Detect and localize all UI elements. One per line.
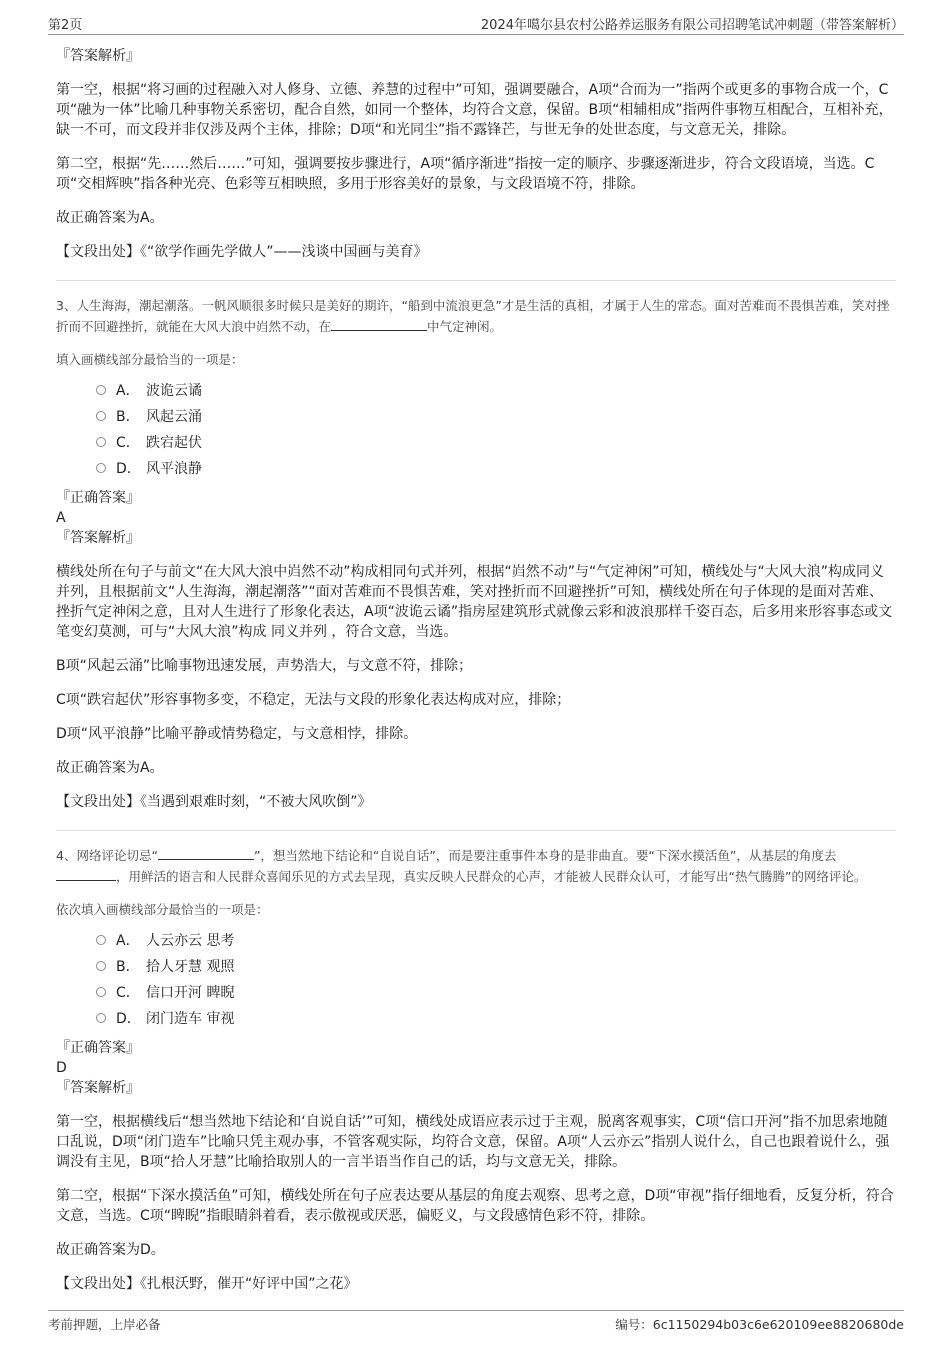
answer-blank [56,866,116,881]
correct-answer-label: 『正确答案』 [56,1040,140,1056]
source-citation: 【文段出处】《扎根沃野，催开“好评中国”之花》 [56,1276,358,1292]
answer-blank [331,316,427,331]
analysis-paragraph: C项“跌宕起伏”形容事物多变，不稳定，无法与文段的形象化表达构成对应，排除； [56,692,571,708]
question-stem [56,845,896,887]
radio-icon[interactable] [96,385,106,395]
option-b[interactable]: B． 风起云涌 [96,404,896,430]
option-a[interactable]: A． 人云亦云 思考 [96,928,896,954]
correct-answer: D [56,1060,67,1076]
source-citation: 【文段出处】《当遇到艰难时刻，“不被大风吹倒”》 [56,794,372,810]
analysis-paragraph: 第一空，根据横线后“想当然地下结论和‘自说自话’”可知，横线处成语应表示过于主观，脱离客观事实，C项“信口开河”指不加思索地随口乱说，D项“闭门造车”比喻只凭主观办事，不管客观实际，均符合文意，保留。A项“人云亦云”指别人说什么，自己也跟着说什么，强调没有主见，B项“拾人牙慧”比喻拾取别人的一言半语当作自己的话，均与文意无关，排除。 [56,1114,890,1170]
question-text: 4、网络评论切忌“ [56,848,158,863]
question-text: ”，想当然地下结论和“自说自话”，而是要注重事件本身的是非曲直。要“下深水摸活鱼”，从基层的角度去 [253,848,837,863]
divider [56,280,896,281]
conclusion: 故正确答案为A。 [56,760,164,776]
option-d[interactable]: D． 闭门造车 审视 [96,1006,896,1032]
analysis-paragraph: 第一空，根据“将习画的过程融入对人修身、立德、养慧的过程中”可知，强调要融合，A项“合而为一”指两个或更多的事物合成一个，C项“融为一体”比喻几种事物关系密切，配合自然，如同一个整体，均符合文意，保留。B项“相辅相成”指两件事物互相配合，互相补充，缺一不可，而文段并非仅涉及两个主体，排除；D项“和光同尘”指不露锋芒，与世无争的处世态度，与文意无关，排除。 [56,82,893,138]
question-text: ，用鲜活的语言和人民群众喜闻乐见的方式去呈现，真实反映人民群众的心声，才能被人民群众认可，才能写出“热气腾腾”的网络评论。 [116,869,867,884]
analysis-paragraph: D项“风平浪静”比喻平静或情势稳定，与文意相悖，排除。 [56,726,418,742]
radio-icon[interactable] [96,411,106,421]
option-d[interactable]: D． 风平浪静 [96,456,896,482]
option-a[interactable]: A． 波诡云谲 [96,378,896,404]
document-body [56,46,896,1294]
conclusion: 故正确答案为A。 [56,210,164,226]
divider [56,830,896,831]
correct-answer-label: 『正确答案』 [56,490,140,506]
document-title: 2024年噶尔县农村公路养运服务有限公司招聘笔试冲刺题（带答案解析） [480,18,904,33]
option-c[interactable]: C． 信口开河 睥睨 [96,980,896,1006]
source-citation: 【文段出处】《“欲学作画先学做人”——浅谈中国画与美育》 [56,244,428,260]
analysis-label: 『答案解析』 [56,530,140,546]
analysis-paragraph: B项“风起云涌”比喻事物迅速发展，声势浩大，与文意不符，排除； [56,658,473,674]
option-b[interactable]: B． 拾人牙慧 观照 [96,954,896,980]
question-prompt: 依次填入画横线部分最恰当的一项是： [56,902,269,917]
page-footer [48,1310,904,1335]
question-text: 3、人生海海，潮起潮落。一帆风顺很多时候只是美好的期许，“船到中流浪更急”才是生活的真相，才属于人生的常态。面对苦难而不畏惧苦难，笑对挫折而不回避挫折，就能在大风大浪中岿然不动，在 [56,298,890,334]
options-list [96,928,896,1032]
analysis-paragraph: 第二空，根据“先……然后……”可知，强调要按步骤进行，A项“循序渐进”指按一定的顺序、步骤逐渐进步，符合文段语境，当选。C项“交相辉映”指各种光亮、色彩等互相映照，多用于形容美好的景象，与文段语境不符，排除。 [56,156,875,192]
analysis-label: 『答案解析』 [56,1080,140,1096]
document-id: 编号：6c1150294b03c6e620109ee8820680de [615,1317,904,1332]
analysis-label: 『答案解析』 [56,48,140,64]
question-text: 中气定神闲。 [427,319,503,334]
question-stem [56,295,896,337]
radio-icon[interactable] [96,961,106,971]
option-c[interactable]: C． 跌宕起伏 [96,430,896,456]
answer-blank [158,845,254,860]
analysis-paragraph: 第二空，根据“下深水摸活鱼”可知，横线处所在句子应表达要从基层的角度去观察、思考之意，D项“审视”指仔细地看，反复分析，符合文意，当选。C项“睥睨”指眼睛斜着看，表示傲视或厌恶，偏贬义，与文段感情色彩不符，排除。 [56,1188,894,1224]
conclusion: 故正确答案为D。 [56,1242,165,1258]
correct-answer: A [56,510,66,526]
options-list [96,378,896,482]
question-prompt: 填入画横线部分最恰当的一项是： [56,352,244,367]
page-header [48,12,904,35]
analysis-paragraph: 横线处所在句子与前文“在大风大浪中岿然不动”构成相同句式并列，根据“岿然不动”与“气定神闲”可知，横线处与“大风大浪”构成同义并列，且根据前文“人生海海，潮起潮落”“面对苦难而不畏惧苦难，笑对挫折而不回避挫折”可知，横线处所在句子体现的是面对苦难、挫折气定神闲之意，且对人生进行了形象化表达，A项“波诡云谲”指房屋建筑形式就像云彩和波浪那样千姿百态，后多用来形容事态或文笔变幻莫测，可与“大风大浪”构成 同义并列 ，符合文意，当选。 [56,564,893,640]
radio-icon[interactable] [96,437,106,447]
radio-icon[interactable] [96,987,106,997]
page-number: 第2页 [48,18,83,33]
radio-icon[interactable] [96,935,106,945]
radio-icon[interactable] [96,1013,106,1023]
radio-icon[interactable] [96,463,106,473]
footer-slogan: 考前押题，上岸必备 [48,1317,161,1332]
